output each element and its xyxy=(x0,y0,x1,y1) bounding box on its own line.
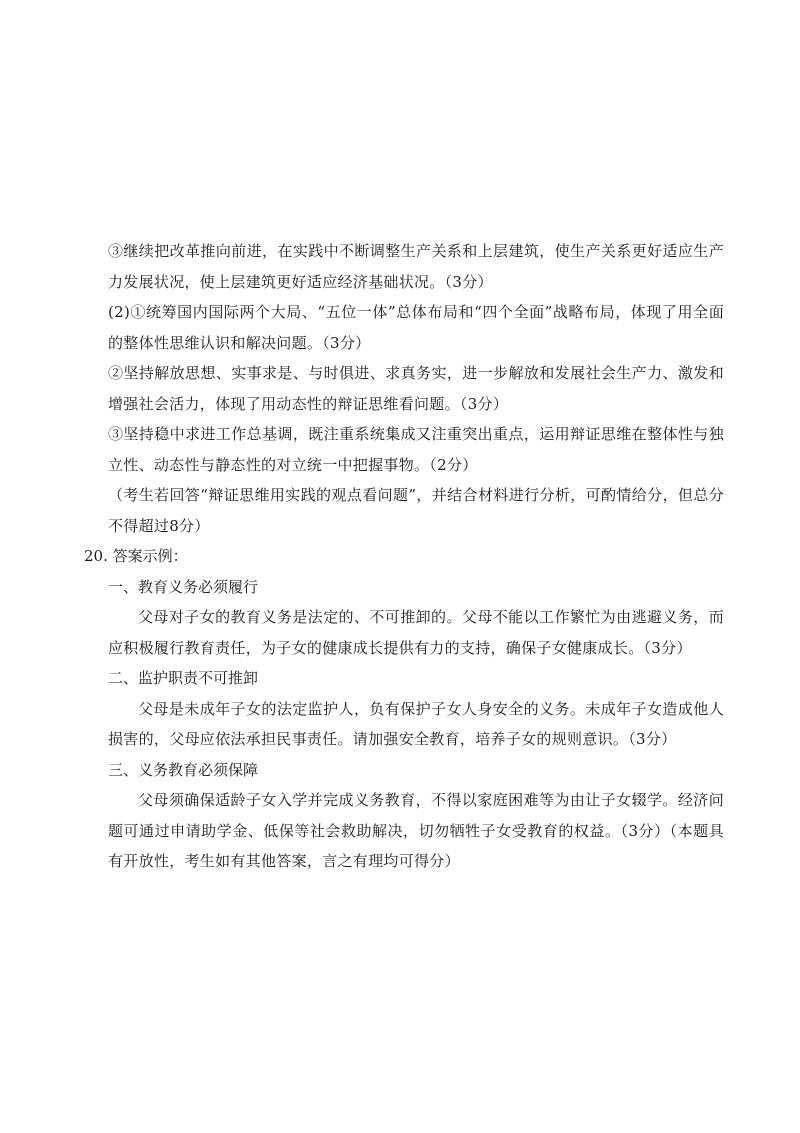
answer-part-2-item-1: (2)①统筹国内国际两个大局、“五位一体”总体布局和“四个全面”战略布局，体现了用全面的整体性思维认识和解决问题。（3分） xyxy=(108,303,724,352)
answer-content xyxy=(84,236,724,877)
answer-part-2-item-3: ③坚持稳中求进工作总基调，既注重系统集成又注重突出重点，运用辩证思维在整体性与独立性、动态性与静态性的对立统一中把握事物。（2分） xyxy=(108,425,724,474)
section-2-body: 父母是未成年子女的法定监护人，负有保护子女人身安全的义务。未成年子女造成他人损害的，父母应依法承担民事责任。请加强安全教育，培养子女的规则意识。（3分） xyxy=(108,699,724,748)
section-2-heading: 二、监护职责不可推卸 xyxy=(108,669,259,687)
answer-part-2-item-2: ②坚持解放思想、实事求是、与时俱进、求真务实，进一步解放和发展社会生产力、激发和增强社会活力，体现了用动态性的辩证思维看问题。（3分） xyxy=(108,364,724,413)
answer-item-3: ③继续把改革推向前进，在实践中不断调整生产关系和上层建筑，使生产关系更好适应生产力发展状况，使上层建筑更好适应经济基础状况。（3分） xyxy=(108,242,724,291)
section-1-body: 父母对子女的教育义务是法定的、不可推卸的。父母不能以工作繁忙为由逃避义务，而应积极履行教育责任，为子女的健康成长提供有力的支持，确保子女健康成长。（3分） xyxy=(108,608,724,657)
question-20-label: 20. 答案示例： xyxy=(84,547,188,565)
section-3-body: 父母须确保适龄子女入学并完成义务教育，不得以家庭困难等为由让子女辍学。经济问题可通过申请助学金、低保等社会救助解决，切勿牺牲子女受教育的权益。（3分）（本题具有开放性，考生如有其他答案，言之有理均可得分） xyxy=(108,791,724,870)
grading-note: （考生若回答“辩证思维用实践的观点看问题”，并结合材料进行分析，可酌情给分，但总分不得超过8分） xyxy=(108,486,724,535)
section-3-heading: 三、义务教育必须保障 xyxy=(108,760,259,779)
section-1-heading: 一、教育义务必须履行 xyxy=(108,577,259,596)
